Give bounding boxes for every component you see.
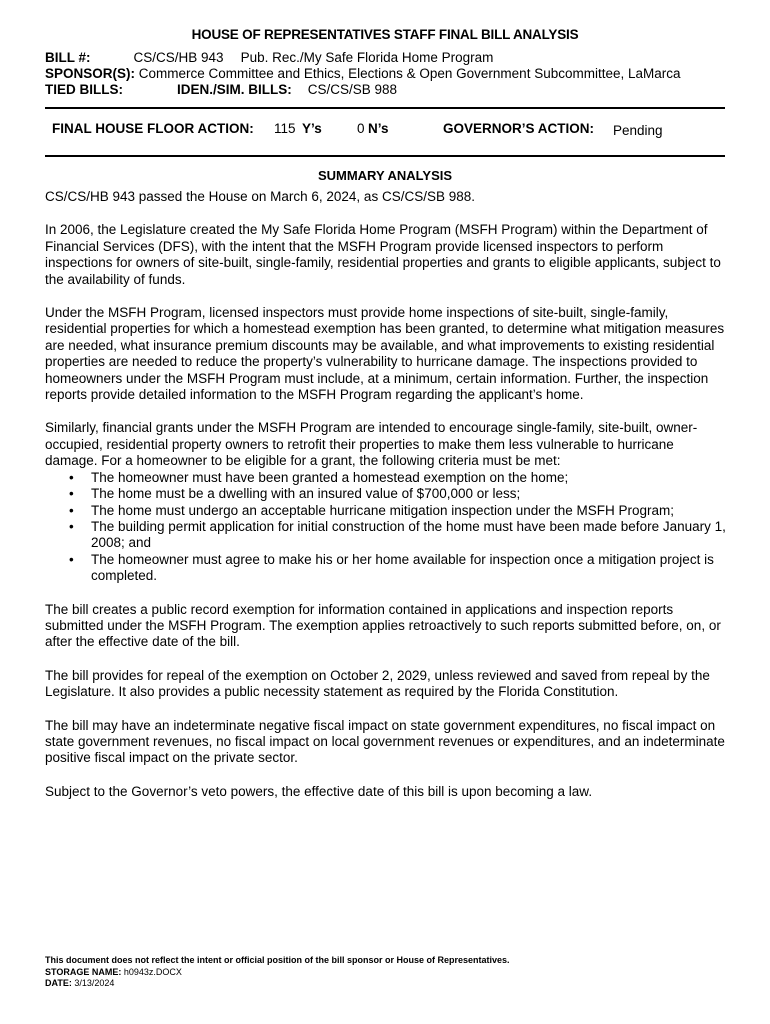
- summary-body: [45, 189, 728, 817]
- nays-label: N’s: [368, 121, 389, 136]
- iden-sim-value: CS/CS/SB 988: [307, 82, 398, 97]
- summary-paragraph-2: In 2006, the Legislature created the My Safe Florida Home Program (MSFH Program) within the Department of Financial Services (DFS), with the intent that the MSFH Program provide licensed inspectors to perform inspections for owners of site-built, single-family, residential properties and grants to eligible applicants, subject to the availability of funds.: [45, 222, 721, 287]
- storage-name-row: [45, 967, 510, 979]
- sponsor-value: Commerce Committee and Ethics, Elections & Open Government Subcommittee, LaMarca: [138, 66, 681, 81]
- tied-bills-row: [45, 82, 397, 97]
- bill-title: Pub. Rec./My Safe Florida Home Program: [240, 50, 494, 65]
- list-item: • The building permit application for initial construction of the home must have been made before January 1, 2008; and: [91, 519, 728, 552]
- yeas-label: Y’s: [302, 121, 322, 136]
- summary-paragraph-1: CS/CS/HB 943 passed the House on March 6, 2024, as CS/CS/SB 988.: [45, 189, 475, 204]
- eligibility-criteria-list: [45, 470, 728, 585]
- governor-action-value: Pending: [613, 123, 663, 138]
- storage-name-value: h0943z.DOCX: [123, 966, 182, 977]
- summary-paragraph-8: Subject to the Governor’s veto powers, the effective date of this bill is upon becoming a law.: [45, 783, 593, 799]
- document-title: HOUSE OF REPRESENTATIVES STAFF FINAL BILL ANALYSIS: [191, 27, 579, 42]
- governor-action-label: GOVERNOR’S ACTION:: [443, 121, 595, 136]
- list-item: • The homeowner must agree to make his or her home available for inspection once a mitigation project is completed.: [91, 552, 728, 585]
- nays-count: 0: [357, 121, 365, 136]
- summary-paragraph-4: Similarly, financial grants under the MSFH Program are intended to encourage single-family, site-built, owner-occupied, residential property owners to retrofit their properties to make them less vulnerable to hurricane damage. For a homeowner to be eligible for a grant, the following criteria must be met:: [45, 420, 698, 469]
- date-label: DATE:: [45, 978, 72, 988]
- list-item: • The home must be a dwelling with an insured value of $700,000 or less;: [91, 486, 728, 502]
- date-row: [45, 978, 510, 990]
- date-value: 3/13/2024: [74, 978, 115, 988]
- footer-disclaimer: This document does not reflect the intent or official position of the bill sponsor or House of Representatives.: [45, 955, 510, 965]
- summary-paragraph-6: The bill provides for repeal of the exemption on October 2, 2029, unless reviewed and saved from repeal by the Legislature. It also provides a public necessity statement as required by the Florida Constitution.: [45, 667, 710, 700]
- tied-bills-label: TIED BILLS:: [45, 82, 123, 97]
- yeas-count: 115: [274, 121, 296, 136]
- sponsor-label: SPONSOR(S):: [45, 66, 136, 81]
- bill-label: BILL #:: [45, 50, 91, 65]
- summary-paragraph-7: The bill may have an indeterminate negative fiscal impact on state government expenditures, no fiscal impact on state government revenues, no fiscal impact on local government revenues or expenditures, and an indeterminate positive fiscal impact on the private sector.: [45, 717, 725, 766]
- iden-sim-label: IDEN./SIM. BILLS:: [177, 82, 292, 97]
- top-divider: [45, 107, 725, 109]
- floor-action-label: FINAL HOUSE FLOOR ACTION:: [52, 121, 254, 136]
- bill-number: CS/CS/HB 943: [133, 50, 224, 65]
- sponsor-row: [45, 66, 681, 81]
- summary-heading: SUMMARY ANALYSIS: [317, 168, 453, 183]
- bill-row: [45, 50, 493, 65]
- storage-name-label: STORAGE NAME:: [45, 966, 122, 977]
- summary-paragraph-3: Under the MSFH Program, licensed inspectors must provide home inspections of site-built, single-family, residential properties for which a homestead exemption has been granted, to determine what mitigation measures are needed, what insurance premium discounts may be available, and what improvements to existing residential properties are needed to reduce the property’s vulnerability to hurricane damage. The inspections provided to homeowners under the MSFH Program must include, at a minimum, certain information. Further, the inspection reports provide detailed information to the MSFH Program regarding the applicant’s home.: [45, 305, 725, 403]
- list-item: • The home must undergo an acceptable hurricane mitigation inspection under the MSFH Program;: [91, 503, 728, 519]
- list-item: • The homeowner must have been granted a homestead exemption on the home;: [91, 470, 728, 486]
- summary-paragraph-5: The bill creates a public record exemption for information contained in applications and inspection reports submitted under the MSFH Program. The exemption applies retroactively to such reports submitted before, on, or after the effective date of the bill.: [45, 601, 721, 650]
- page-footer: [45, 955, 510, 990]
- bottom-divider: [45, 155, 725, 157]
